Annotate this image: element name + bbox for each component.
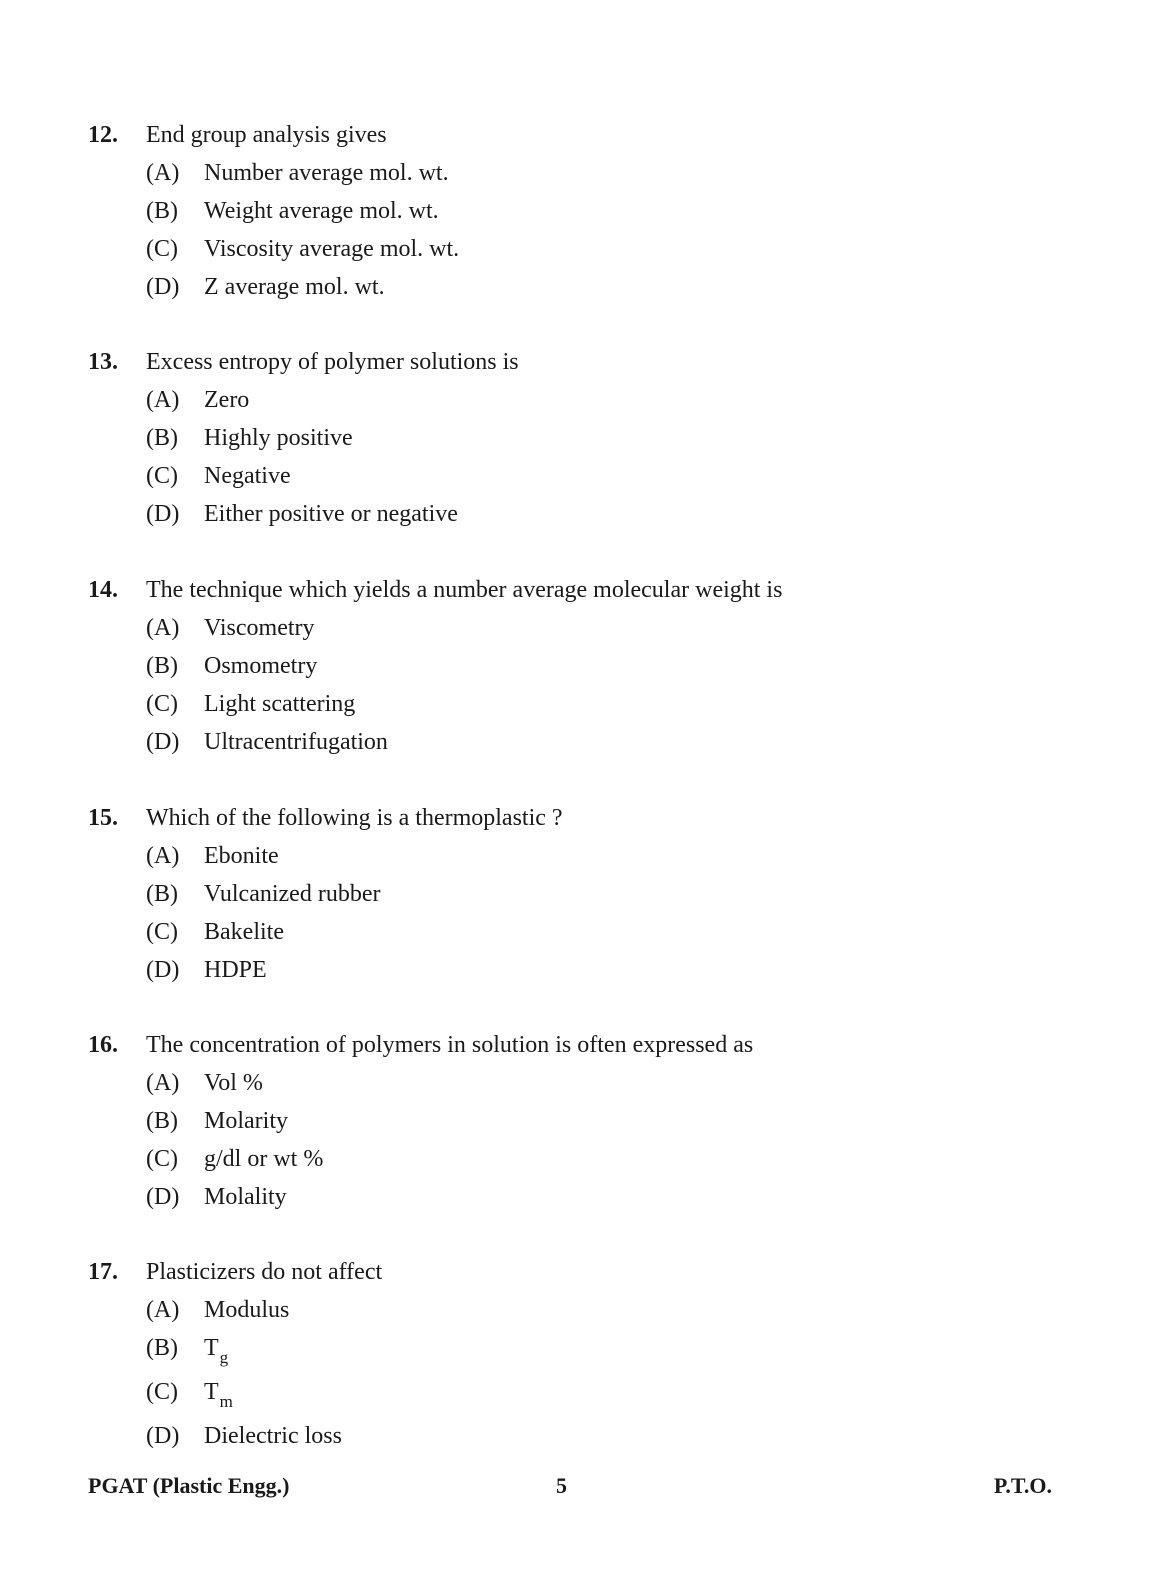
option-d	[88, 951, 1088, 989]
option-label: (B)	[146, 425, 178, 451]
question-number: 12.	[88, 122, 118, 148]
question-number: 14.	[88, 577, 118, 603]
option-a	[88, 154, 1088, 192]
footer-pto: P.T.O.	[993, 1473, 1052, 1498]
option-label: (C)	[146, 1146, 178, 1172]
question-header	[88, 116, 1088, 154]
option-text: Number average mol. wt.	[204, 160, 449, 186]
question-number: 13.	[88, 349, 118, 375]
option-text: Ebonite	[204, 843, 279, 869]
question-header	[88, 1026, 1088, 1064]
option-text: Osmometry	[204, 653, 318, 679]
option-label: (B)	[146, 1335, 178, 1361]
option-b	[88, 647, 1088, 685]
option-c	[88, 913, 1088, 951]
question-text: Which of the following is a thermoplastic ?	[146, 805, 563, 831]
option-label: (B)	[146, 1108, 178, 1134]
option-c	[88, 1140, 1088, 1178]
option-label: (D)	[146, 729, 180, 755]
option-text: Molality	[204, 1184, 287, 1210]
option-b	[88, 192, 1088, 230]
option-a	[88, 1291, 1088, 1329]
option-label: (B)	[146, 653, 178, 679]
question-text: The technique which yields a number average molecular weight is	[146, 577, 783, 603]
footer-page-number: 5	[556, 1473, 567, 1498]
option-a	[88, 381, 1088, 419]
option-label: (A)	[146, 1297, 180, 1323]
option-label: (D)	[146, 274, 180, 300]
option-text: Molarity	[204, 1108, 288, 1134]
question-text: The concentration of polymers in solution is often expressed as	[146, 1032, 754, 1058]
option-b	[88, 1329, 1088, 1373]
option-label: (D)	[146, 957, 180, 983]
option-text: Modulus	[204, 1297, 290, 1323]
option-c	[88, 1373, 1088, 1417]
option-text: Either positive or negative	[204, 501, 458, 527]
option-text: Ultracentrifugation	[204, 729, 388, 755]
option-c	[88, 685, 1088, 723]
option-b	[88, 1102, 1088, 1140]
option-text: Vulcanized rubber	[204, 881, 381, 907]
option-label: (A)	[146, 1070, 180, 1096]
option-label: (C)	[146, 1379, 178, 1405]
option-label: (A)	[146, 843, 180, 869]
option-a	[88, 1064, 1088, 1102]
option-d	[88, 495, 1088, 533]
option-label: (C)	[146, 919, 178, 945]
question-14	[88, 571, 1088, 761]
option-subscript: g	[219, 1348, 229, 1367]
question-text: Plasticizers do not affect	[146, 1259, 383, 1285]
option-text: HDPE	[204, 957, 267, 983]
option-text: g/dl or wt %	[204, 1146, 324, 1172]
option-label: (C)	[146, 236, 178, 262]
question-header	[88, 343, 1088, 381]
option-text: Zero	[204, 387, 250, 413]
option-d	[88, 1178, 1088, 1216]
option-symbol: T	[204, 1335, 219, 1361]
option-d	[88, 268, 1088, 306]
option-text: Weight average mol. wt.	[204, 198, 439, 224]
option-text: Z average mol. wt.	[204, 274, 385, 300]
option-label: (A)	[146, 387, 180, 413]
option-text: Vol %	[204, 1070, 263, 1096]
option-text: Bakelite	[204, 919, 284, 945]
option-label: (A)	[146, 160, 180, 186]
option-text: Negative	[204, 463, 291, 489]
question-number: 16.	[88, 1032, 118, 1058]
option-text: Dielectric loss	[204, 1423, 342, 1449]
option-label: (D)	[146, 1423, 180, 1449]
question-number: 17.	[88, 1259, 118, 1285]
option-label: (D)	[146, 501, 180, 527]
question-17	[88, 1253, 1088, 1455]
footer-exam-title: PGAT (Plastic Engg.)	[88, 1473, 290, 1498]
option-a	[88, 609, 1088, 647]
option-text	[204, 1373, 233, 1413]
question-text: End group analysis gives	[146, 122, 387, 148]
option-label: (A)	[146, 615, 180, 641]
option-label: (C)	[146, 463, 178, 489]
option-b	[88, 875, 1088, 913]
question-header	[88, 571, 1088, 609]
option-text: Viscometry	[204, 615, 315, 641]
option-b	[88, 419, 1088, 457]
option-text: Highly positive	[204, 425, 353, 451]
option-symbol: T	[204, 1379, 219, 1405]
option-d	[88, 1417, 1088, 1455]
option-label: (B)	[146, 881, 178, 907]
option-text: Light scattering	[204, 691, 356, 717]
page-footer	[88, 1470, 1052, 1502]
option-label: (B)	[146, 198, 178, 224]
question-text: Excess entropy of polymer solutions is	[146, 349, 519, 375]
question-header	[88, 799, 1088, 837]
question-number: 15.	[88, 805, 118, 831]
question-header	[88, 1253, 1088, 1291]
question-12	[88, 116, 1088, 306]
option-a	[88, 837, 1088, 875]
option-c	[88, 457, 1088, 495]
question-13	[88, 343, 1088, 533]
question-15	[88, 799, 1088, 989]
option-label: (D)	[146, 1184, 180, 1210]
option-text	[204, 1329, 228, 1369]
option-d	[88, 723, 1088, 761]
option-text: Viscosity average mol. wt.	[204, 236, 460, 262]
option-c	[88, 230, 1088, 268]
question-16	[88, 1026, 1088, 1216]
option-subscript: m	[219, 1392, 233, 1411]
option-label: (C)	[146, 691, 178, 717]
